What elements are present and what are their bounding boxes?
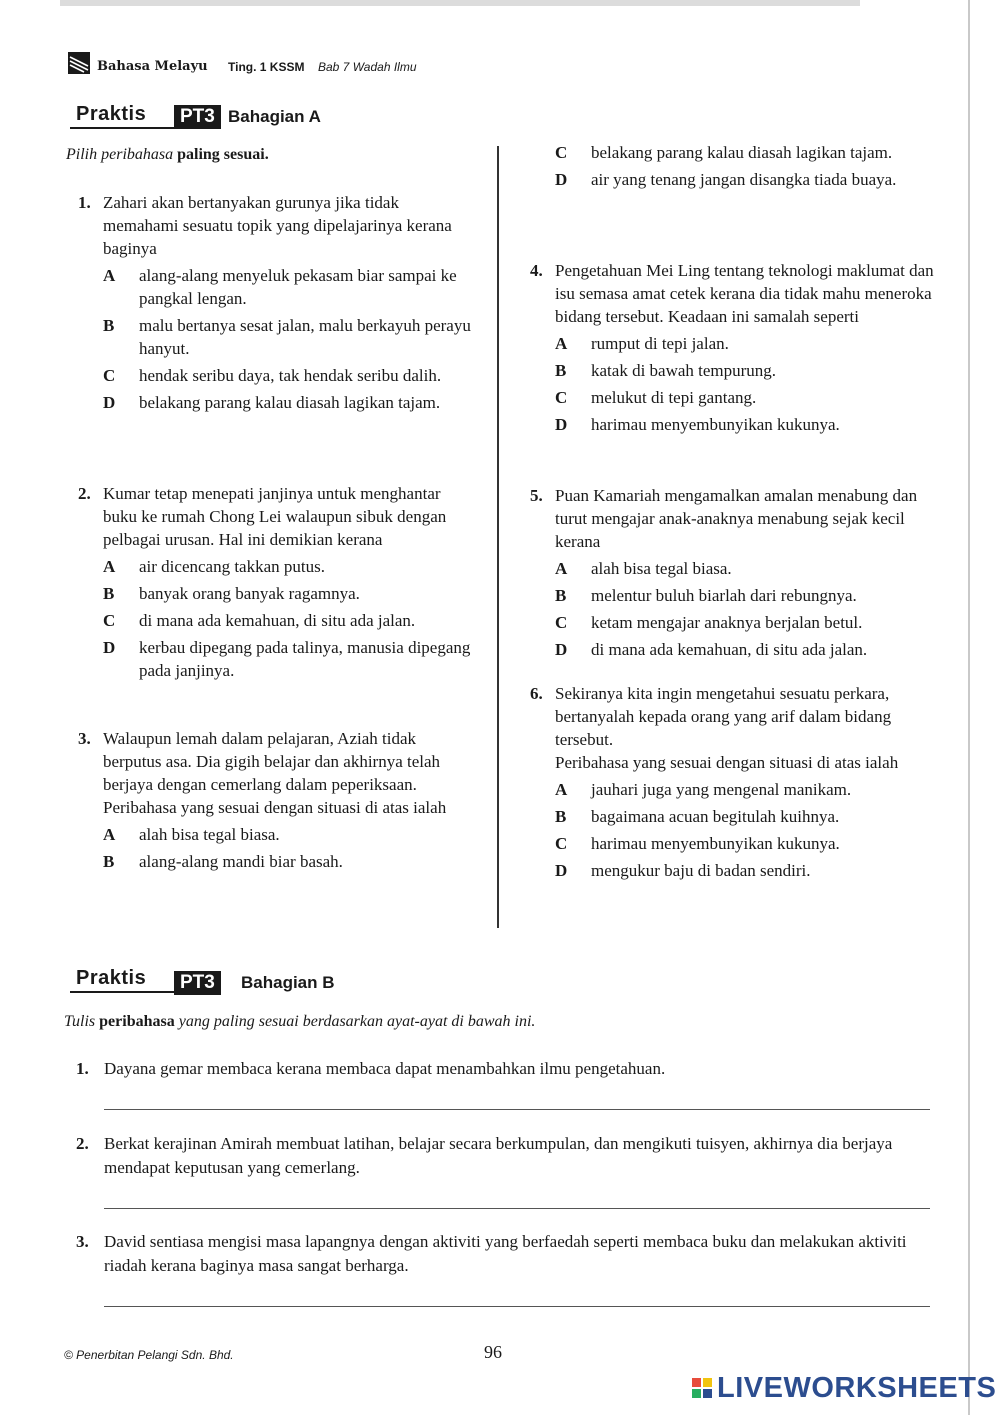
option-letter: B — [103, 852, 115, 871]
question-stem: Zahari akan bertanyakan gurunya jika tidak memahami sesuatu topik yang dipelajarinya kerana baginya — [103, 193, 452, 258]
option-letter: B — [103, 316, 115, 335]
option-d[interactable] — [103, 391, 473, 414]
praktis-label: Praktis — [76, 967, 147, 989]
option-a[interactable] — [555, 557, 935, 580]
question-number: 2. — [78, 484, 91, 503]
page-top-shadow — [60, 0, 860, 6]
option-text: hendak seribu daya, tak hendak seribu dalih. — [139, 366, 442, 385]
option-text: di mana ada kemahuan, di situ ada jalan. — [139, 611, 416, 630]
option-text: harimau menyembunyikan kukunya. — [591, 415, 840, 434]
question-2 — [78, 482, 473, 682]
option-c[interactable] — [103, 364, 473, 387]
option-text: malu bertanya sesat jalan, malu berkayuh perayu hanyut. — [139, 316, 471, 358]
option-letter: C — [555, 143, 568, 162]
question-number: 4. — [530, 261, 543, 280]
option-letter: D — [555, 415, 568, 434]
option-d[interactable] — [103, 636, 473, 682]
praktis-label: Praktis — [76, 103, 147, 125]
question-stem: Puan Kamariah mengamalkan amalan menabung dan turut mengajar anak-anaknya menabung sejak kecil kerana — [555, 486, 918, 551]
liveworksheets-brand[interactable]: LIVEWORKSHEETS — [717, 1372, 997, 1404]
option-letter: B — [555, 586, 567, 605]
option-text: alang-alang mandi biar basah. — [139, 852, 343, 871]
question-5 — [530, 484, 935, 661]
option-d[interactable] — [555, 638, 935, 661]
section-b-heading — [76, 967, 396, 997]
option-letter: A — [555, 334, 568, 353]
section-a-heading — [76, 103, 396, 133]
page-number: 96 — [484, 1342, 502, 1362]
header-level: Ting. 1 KSSM — [228, 60, 305, 74]
question-text: Berkat kerajinan Amirah membuat latihan, belajar secara berkumpulan, dan mengikuti tuisyen, akhirnya dia berjaya mendapat keputusan yang cemerlang. — [104, 1134, 893, 1177]
option-letter: B — [555, 807, 567, 826]
option-text: air dicencang takkan putus. — [139, 557, 325, 576]
option-d[interactable] — [555, 168, 930, 191]
option-b[interactable] — [555, 359, 935, 382]
heading-underline — [70, 127, 180, 129]
option-text: banyak orang banyak ragamnya. — [139, 584, 360, 603]
option-letter: A — [103, 825, 116, 844]
option-text: melentur buluh biarlah dari rebungnya. — [591, 586, 857, 605]
option-text: harimau menyembunyikan kukunya. — [591, 834, 840, 853]
option-letter: C — [103, 366, 116, 385]
option-text: mengukur baju di badan sendiri. — [591, 861, 811, 880]
option-d[interactable] — [555, 413, 935, 436]
question-number: 3. — [76, 1232, 89, 1251]
option-letter: D — [555, 640, 568, 659]
question-stem: Walaupun lemah dalam pelajaran, Aziah tidak berputus asa. Dia gigih belajar dan akhirnya telah berjaya dengan cemerlang dalam peperiksaan. — [103, 729, 441, 794]
option-d[interactable] — [555, 859, 935, 882]
question-stem: Kumar tetap menepati janjinya untuk menghantar buku ke rumah Chong Lei walaupun sibuk dengan pelbagai urusan. Hal ini demikian kerana — [103, 484, 447, 549]
option-text: alah bisa tegal biasa. — [139, 825, 280, 844]
option-letter: C — [555, 613, 568, 632]
option-text: melukut di tepi gantang. — [591, 388, 757, 407]
option-b[interactable] — [103, 850, 473, 873]
option-a[interactable] — [103, 555, 473, 578]
option-c[interactable] — [555, 832, 935, 855]
answer-line-1[interactable] — [104, 1109, 930, 1110]
option-a[interactable] — [555, 332, 935, 355]
option-b[interactable] — [103, 582, 473, 605]
question-number: 2. — [76, 1134, 89, 1153]
option-text: katak di bawah tempurung. — [591, 361, 777, 380]
section-b-question-3 — [76, 1230, 936, 1278]
question-6 — [530, 682, 935, 882]
question-stem: Sekiranya kita ingin mengetahui sesuatu perkara, bertanyalah kepada orang yang arif dalam bidang tersebut. — [555, 684, 892, 749]
option-letter: A — [555, 559, 568, 578]
question-text: Dayana gemar membaca kerana membaca dapat menambahkan ilmu pengetahuan. — [104, 1059, 666, 1078]
option-c[interactable] — [555, 611, 935, 634]
option-b[interactable] — [555, 805, 935, 828]
question-number: 3. — [78, 729, 91, 748]
section-b-question-1 — [76, 1057, 936, 1081]
option-text: air yang tenang jangan disangka tiada buaya. — [591, 170, 897, 189]
option-b[interactable] — [103, 314, 473, 360]
option-letter: B — [555, 361, 567, 380]
option-text: kerbau dipegang pada talinya, manusia dipegang pada janjinya. — [139, 638, 471, 680]
question-3 — [78, 727, 473, 873]
option-letter: D — [103, 638, 116, 657]
section-b-question-2 — [76, 1132, 936, 1180]
option-text: alang-alang menyeluk pekasam biar sampai ke pangkal lengan. — [139, 266, 457, 308]
instruction-pre: Tulis — [64, 1013, 96, 1030]
question-number: 5. — [530, 486, 543, 505]
section-a-instruction — [66, 146, 269, 164]
instruction-post: yang paling sesuai berdasarkan ayat-ayat di bawah ini. — [178, 1013, 536, 1030]
option-letter: D — [555, 861, 568, 880]
pt3-badge: PT3 — [174, 971, 221, 995]
section-b-instruction — [64, 1013, 535, 1031]
option-letter: D — [103, 393, 116, 412]
option-text: belakang parang kalau diasah lagikan tajam. — [139, 393, 441, 412]
option-letter: A — [555, 780, 568, 799]
option-text: di mana ada kemahuan, di situ ada jalan. — [591, 640, 868, 659]
question-text: David sentiasa mengisi masa lapangnya dengan aktiviti yang berfaedah seperti membaca buku dan melakukan aktiviti riadah kerana baginya masa sangat berharga. — [104, 1232, 907, 1275]
instruction-italic: Pilih peribahasa — [66, 146, 174, 163]
page-edge — [968, 0, 970, 1415]
section-title: Bahagian A — [228, 107, 321, 126]
option-text: rumput di tepi jalan. — [591, 334, 729, 353]
option-text: belakang parang kalau diasah lagikan tajam. — [591, 143, 893, 162]
option-letter: C — [103, 611, 116, 630]
option-c[interactable] — [555, 141, 930, 164]
option-letter: A — [103, 557, 116, 576]
answer-line-2[interactable] — [104, 1208, 930, 1209]
option-letter: A — [103, 266, 116, 285]
option-letter: D — [555, 170, 568, 189]
question-3-continued — [530, 137, 930, 191]
option-text: jauhari juga yang mengenal manikam. — [591, 780, 852, 799]
option-c[interactable] — [103, 609, 473, 632]
option-a[interactable] — [103, 823, 473, 846]
header-chapter: Bab 7 Wadah Ilmu — [318, 60, 417, 74]
instruction-bold: peribahasa — [99, 1013, 175, 1030]
option-letter: C — [555, 388, 568, 407]
question-number: 1. — [78, 193, 91, 212]
option-a[interactable] — [555, 778, 935, 801]
heading-underline — [70, 991, 180, 993]
liveworksheets-logo-icon — [692, 1378, 712, 1398]
question-stem: Pengetahuan Mei Ling tentang teknologi maklumat dan isu semasa amat cetek kerana dia tidak mahu meneroka bidang tersebut. Keadaan ini samalah seperti — [555, 261, 934, 326]
book-logo-icon — [68, 52, 90, 74]
option-text: alah bisa tegal biasa. — [591, 559, 732, 578]
instruction-bold: paling sesuai. — [177, 146, 269, 163]
option-a[interactable] — [103, 264, 473, 310]
option-text: ketam mengajar anaknya berjalan betul. — [591, 613, 863, 632]
question-4 — [530, 259, 935, 436]
section-title: Bahagian B — [241, 973, 335, 992]
option-c[interactable] — [555, 386, 935, 409]
question-stem-prompt: Peribahasa yang sesuai dengan situasi di atas ialah — [103, 798, 447, 817]
option-text: bagaimana acuan begitulah kuihnya. — [591, 807, 840, 826]
option-letter: B — [103, 584, 115, 603]
pt3-badge: PT3 — [174, 105, 221, 129]
option-b[interactable] — [555, 584, 935, 607]
answer-line-3[interactable] — [104, 1306, 930, 1307]
question-number: 6. — [530, 684, 543, 703]
column-divider — [497, 146, 499, 928]
option-letter: C — [555, 834, 568, 853]
header-subject: Bahasa Melayu — [97, 59, 208, 74]
question-stem-prompt: Peribahasa yang sesuai dengan situasi di atas ialah — [555, 753, 899, 772]
question-number: 1. — [76, 1059, 89, 1078]
question-1 — [78, 191, 473, 414]
publisher-credit: © Penerbitan Pelangi Sdn. Bhd. — [64, 1348, 234, 1362]
